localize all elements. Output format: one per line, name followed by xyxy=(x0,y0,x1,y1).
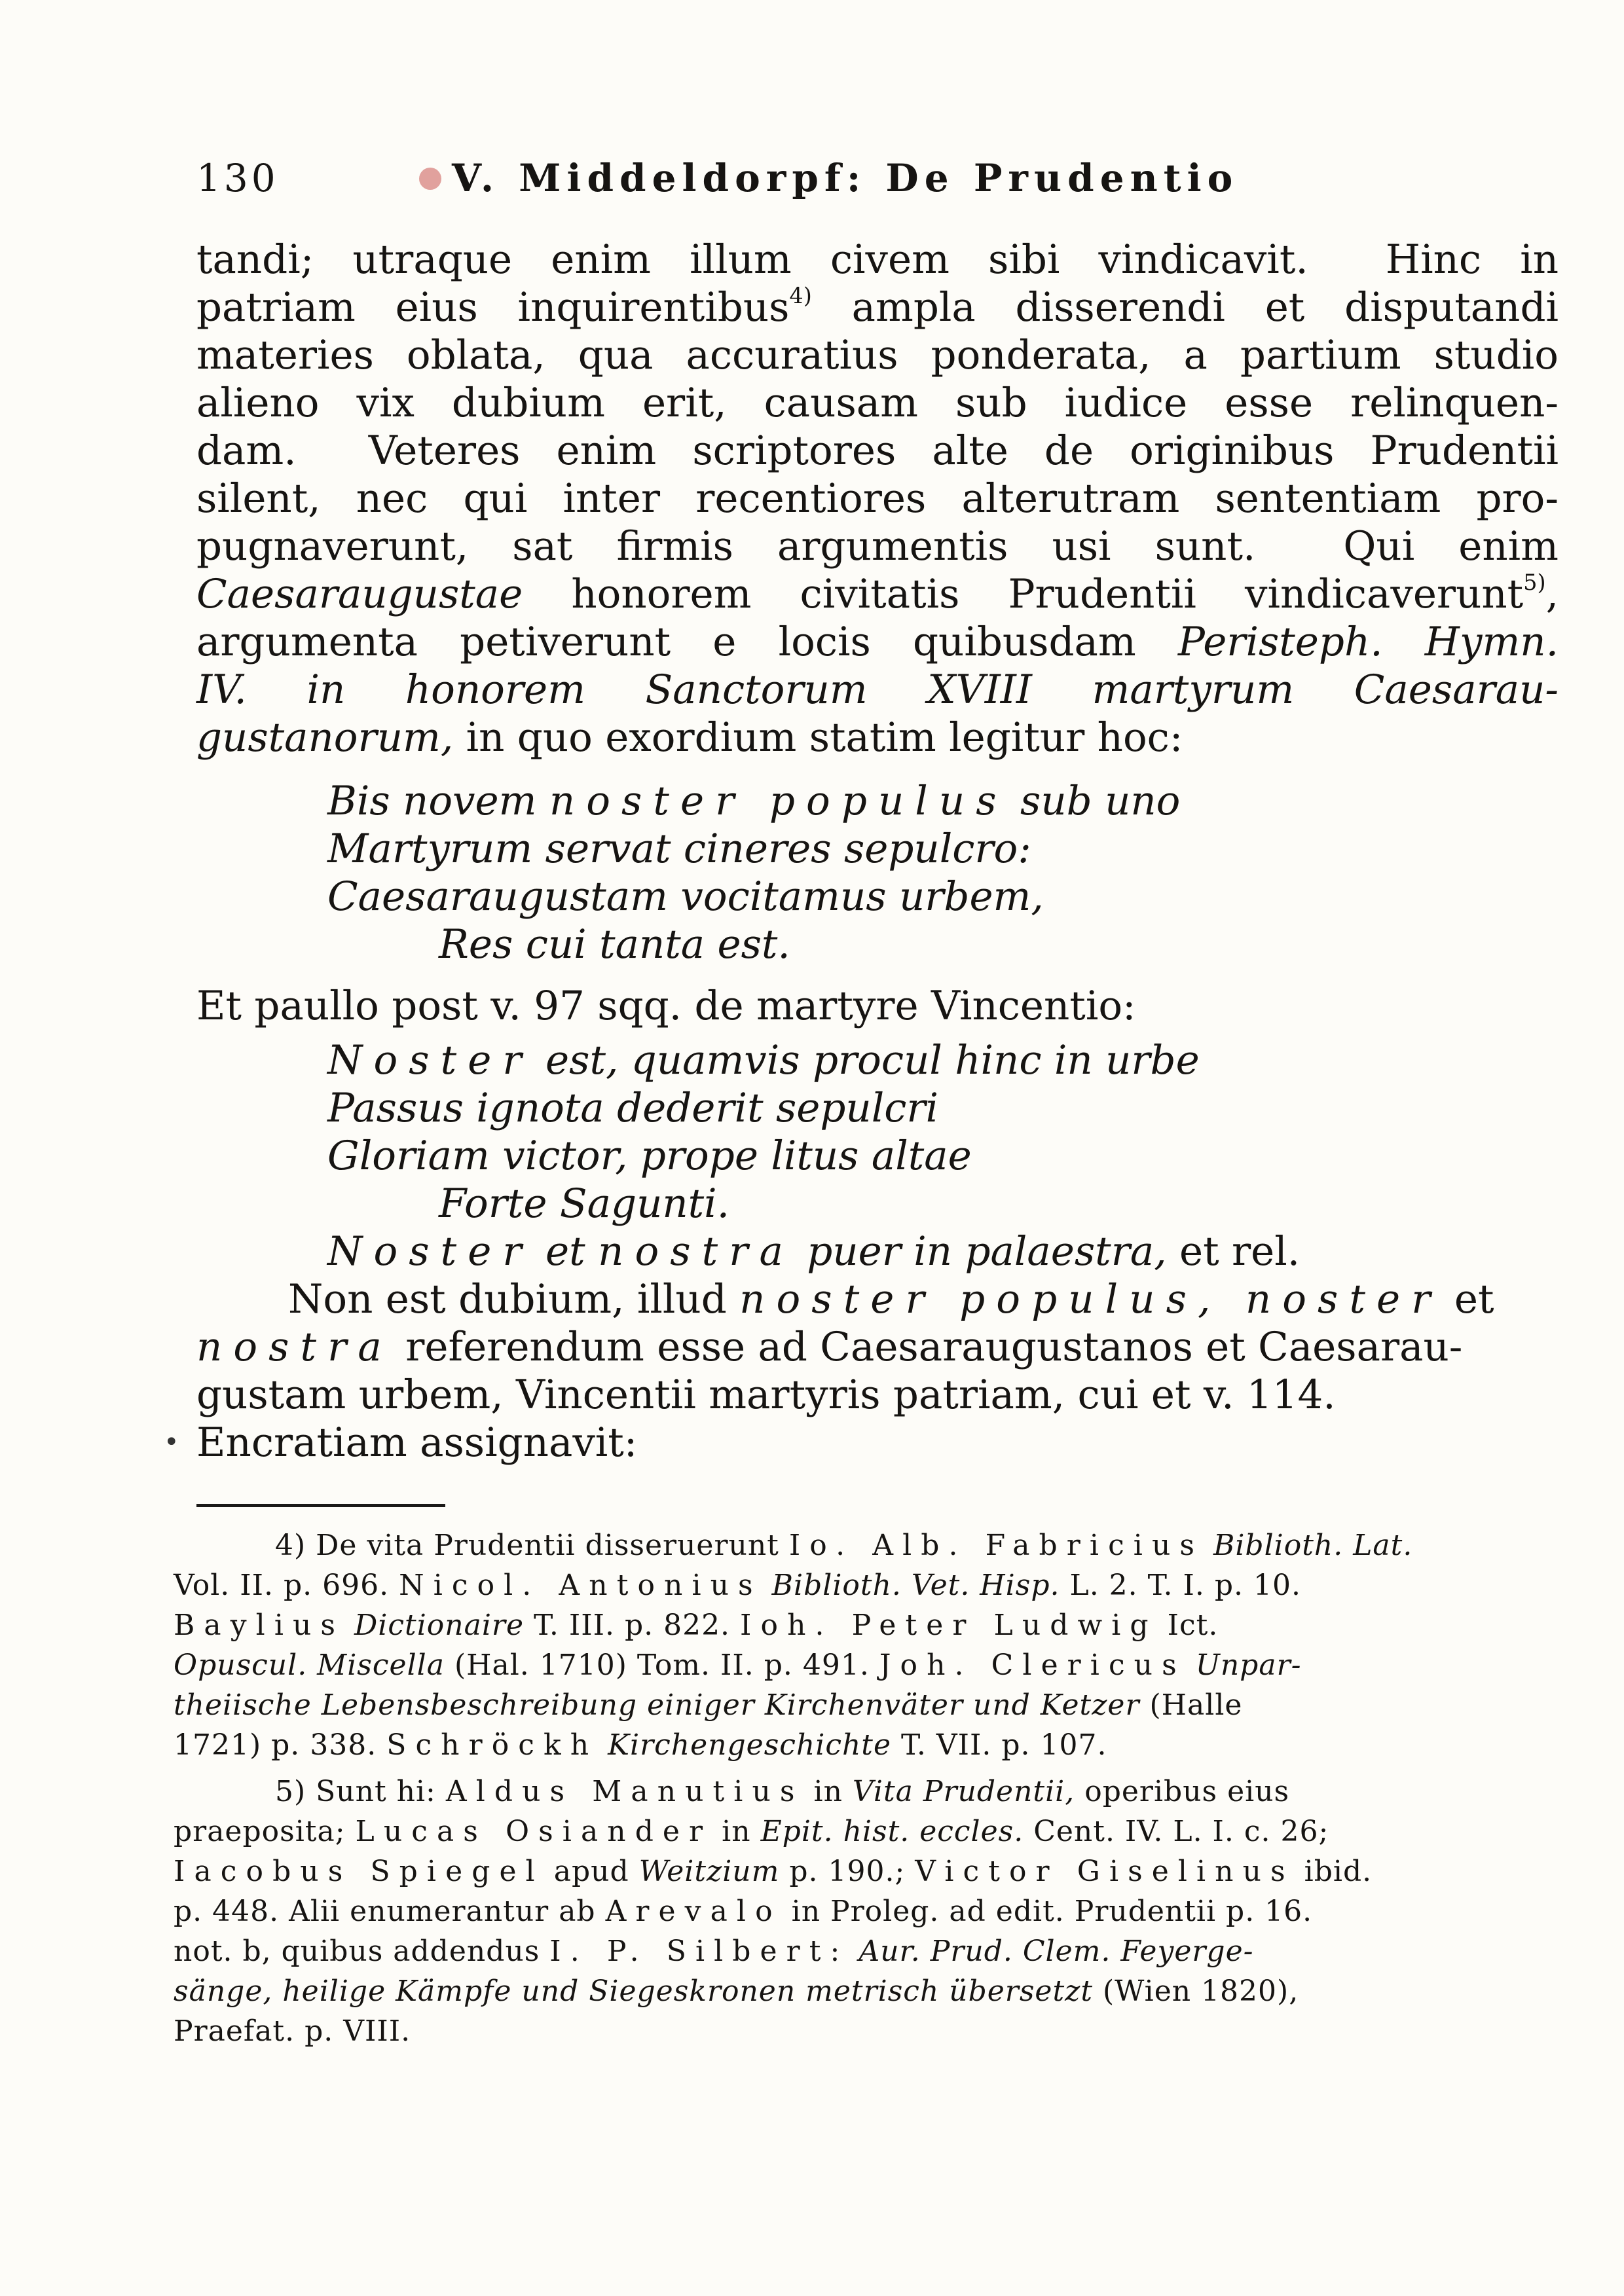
verse-quotation-2 xyxy=(327,1036,1300,1275)
verse-line: Forte Sagunti. xyxy=(439,1180,730,1227)
footnote-line: 4) De vita Prudentii disseruerunt Io. Alb. Fabricius Biblioth. Lat. xyxy=(275,1529,1413,1562)
text-line: gustam urbem, Vincentii martyris patriam, cui et v. 114. xyxy=(196,1372,1336,1418)
footnote-line: p. 448. Alii enumerantur ab Arevalo in Proleg. ad edit. Prudentii p. 16. xyxy=(174,1895,1313,1928)
text-line: argumenta petiverunt e locis quibusdam Peristeph. Hymn. xyxy=(196,619,1559,665)
margin-dot: • xyxy=(164,1427,179,1457)
footnote-line: Vol. II. p. 696. Nicol. Antonius Biblioth. Vet. Hisp. L. 2. T. I. p. 10. xyxy=(174,1569,1301,1602)
text-line: IV. in honorem Sanctorum XVIII martyrum Caesarau- xyxy=(196,666,1559,713)
transition-line: Et paullo post v. 97 sqq. de martyre Vincentio: xyxy=(196,983,1136,1029)
ink-smudge xyxy=(419,168,441,190)
verse-line: Gloriam victor, prope litus altae xyxy=(327,1133,972,1179)
verse-quotation-1 xyxy=(327,777,1180,968)
footnote-4 xyxy=(174,1525,1555,1765)
text-line: pugnaverunt, sat firmis argumentis usi sunt. Qui enim xyxy=(196,523,1559,570)
verse-line: Caesaraugustam vocitamus urbem, xyxy=(327,873,1044,920)
footnote-line: 5) Sunt hi: Aldus Manutius in Vita Prudentii, operibus eius xyxy=(275,1775,1290,1808)
main-paragraph xyxy=(196,236,1559,761)
footnote-5 xyxy=(174,1772,1555,2051)
page-header xyxy=(196,156,1559,215)
footnote-line: Praefat. p. VIII. xyxy=(174,2014,411,2048)
verse-line: Noster et nostra puer in palaestra, et rel. xyxy=(327,1228,1301,1275)
footnote-line: sänge, heilige Kämpfe und Siegeskronen metrisch übersetzt (Wien 1820), xyxy=(174,1975,1299,2008)
footnote-separator xyxy=(196,1504,445,1507)
closing-paragraph xyxy=(196,1275,1559,1467)
text-line: nostra referendum esse ad Caesaraugustanos et Caesarau- xyxy=(196,1324,1463,1370)
text-line: tandi; utraque enim illum civem sibi vindicavit. Hinc in xyxy=(196,236,1559,283)
text-line: dam. Veteres enim scriptores alte de originibus Prudentii xyxy=(196,428,1559,474)
footnote-line: Baylius Dictionaire T. III. p. 822. Ioh. Peter Ludwig Ict. xyxy=(174,1609,1219,1642)
text-line: gustanorum, in quo exordium statim legitur hoc: xyxy=(196,714,1183,761)
text-line: alieno vix dubium erit, causam sub iudice esse relinquen- xyxy=(196,380,1559,426)
footnotes xyxy=(174,1525,1555,2058)
footnote-line: Iacobus Spiegel apud Weitzium p. 190.; Victor Giselinus ibid. xyxy=(174,1855,1373,1888)
verse-line: Bis novem noster populus sub uno xyxy=(327,778,1181,824)
footnote-line: theiische Lebensbeschreibung einiger Kirchenväter und Ketzer (Halle xyxy=(174,1688,1243,1722)
page-number: 130 xyxy=(196,156,279,200)
footnote-line: Opuscul. Miscella (Hal. 1710) Tom. II. p. 491. Joh. Clericus Unpar- xyxy=(174,1649,1302,1682)
verse-line: Noster est, quamvis procul hinc in urbe xyxy=(327,1037,1200,1084)
text-line: silent, nec qui inter recentiores alterutram sententiam pro- xyxy=(196,475,1559,522)
footnote-ref[interactable]: 4) xyxy=(789,283,812,309)
footnote-line: praeposita; Lucas Osiander in Epit. hist. eccles. Cent. IV. L. I. c. 26; xyxy=(174,1815,1329,1848)
running-title: V. Middeldorpf: De Prudentio xyxy=(452,156,1239,200)
text-line: Encratiam assignavit: xyxy=(196,1419,638,1466)
text-line: materies oblata, qua accuratius ponderata, a partium studio xyxy=(196,332,1559,378)
footnote-line: 1721) p. 338. Schröckh Kirchengeschichte T. VII. p. 107. xyxy=(174,1728,1107,1762)
text-line: Non est dubium, illud noster populus, noster et xyxy=(288,1276,1494,1322)
verse-line: Passus ignota dederit sepulcri xyxy=(327,1085,939,1131)
verse-line: Martyrum servat cineres sepulcro: xyxy=(327,826,1031,872)
verse-line: Res cui tanta est. xyxy=(439,921,790,968)
text-line: Caesaraugustae honorem civitatis Prudentii vindicaverunt$^{5)}$, xyxy=(196,570,1559,617)
text-line: patriam eius inquirentibus$^{4)}$ ampla disserendi et disputandi xyxy=(196,283,1559,331)
footnote-ref[interactable]: 5) xyxy=(1523,570,1546,596)
footnote-line: not. b, quibus addendus I. P. Silbert: Aur. Prud. Clem. Feyerge- xyxy=(174,1935,1254,1968)
